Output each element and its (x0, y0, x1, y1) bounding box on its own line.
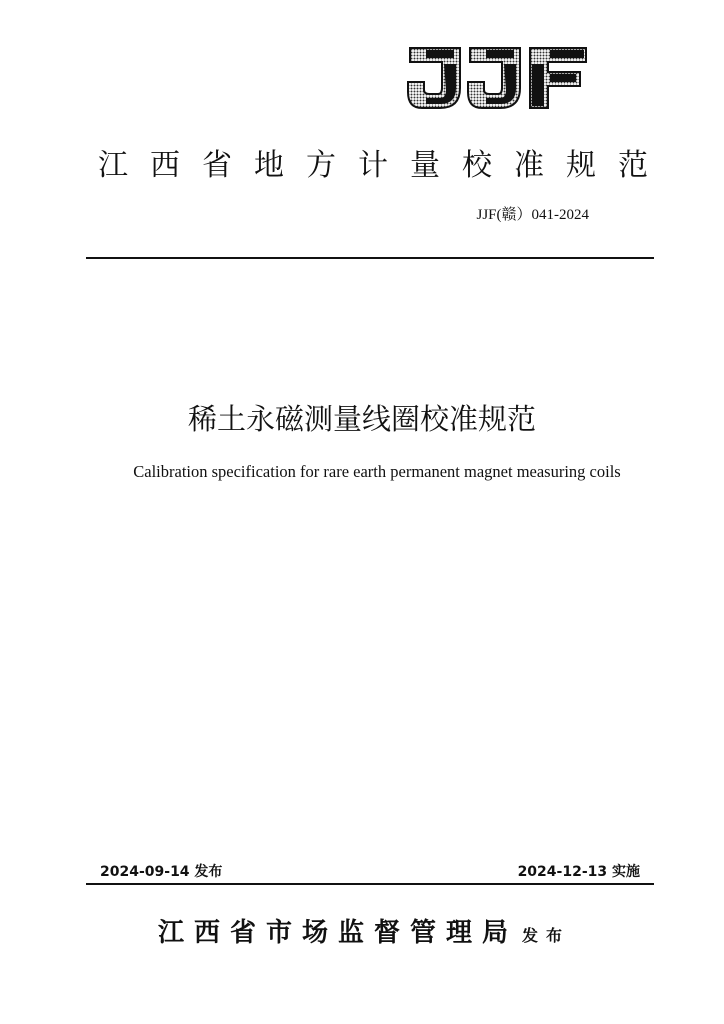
publish-label: 发布 (522, 926, 571, 945)
logo-letter-j1 (408, 48, 460, 108)
logo-letter-j2 (468, 48, 520, 108)
implementation-date: 2024-12-13 实施 (517, 864, 640, 880)
jjf-logo-graphic (404, 42, 590, 114)
issue-date: 2024-09-14 发布 (100, 864, 223, 880)
issuing-authority: 江西省市场监督管理局 (158, 918, 519, 948)
header-title: 江西省地方计量校准规范 (98, 148, 670, 183)
standard-number: JJF(赣）041-2024 (476, 207, 589, 223)
document-title-en: Calibration specification for rare earth permanent magnet measuring coils (133, 462, 621, 481)
top-divider (86, 257, 654, 259)
bottom-divider (86, 883, 654, 885)
jjf-logo (404, 42, 590, 114)
logo-letter-f (530, 48, 586, 108)
document-title-cn: 稀土永磁测量线圈校准规范 (187, 402, 536, 436)
